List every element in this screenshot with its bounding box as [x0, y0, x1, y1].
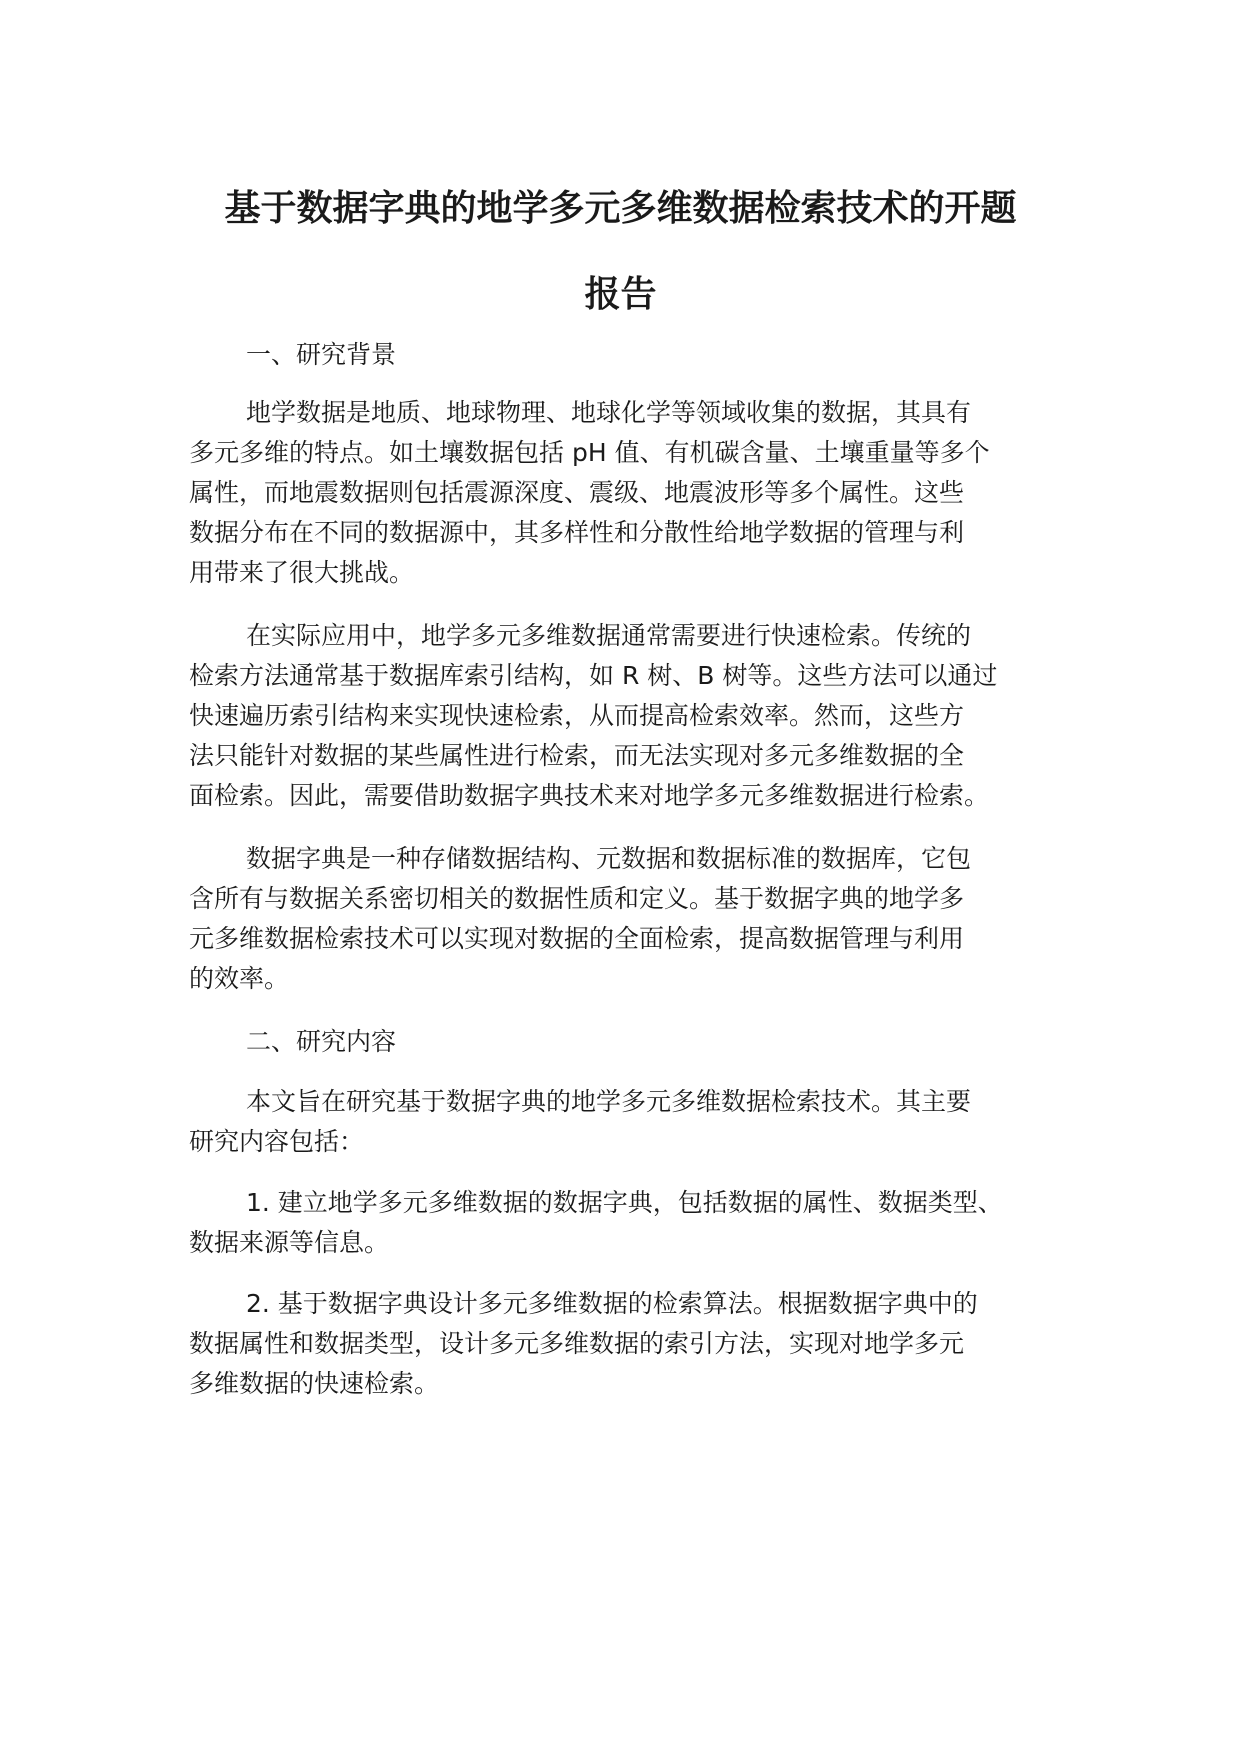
paragraph-line: 的效率。 [189, 964, 290, 993]
paragraph-line: 用带来了很大挑战。 [189, 558, 415, 587]
document-title-line-1: 基于数据字典的地学多元多维数据检索技术的开题 [224, 188, 1017, 229]
paragraph-line: 快速遍历索引结构来实现快速检索，从而提高检索效率。然而，这些方 [189, 701, 965, 730]
list-item-line: 1. 建立地学多元多维数据的数据字典，包括数据的属性、数据类型、 [246, 1188, 1003, 1217]
section-heading-content: 二、研究内容 [246, 1027, 397, 1056]
list-item-line: 2. 基于数据字典设计多元多维数据的检索算法。根据数据字典中的 [246, 1289, 978, 1318]
paragraph-line: 数据字典是一种存储数据结构、元数据和数据标准的数据库，它包 [246, 844, 972, 873]
paragraph-line: 检索方法通常基于数据库索引结构，如 R 树、B 树等。这些方法可以通过 [189, 661, 998, 690]
paragraph-line: 面检索。因此，需要借助数据字典技术来对地学多元多维数据进行检索。 [189, 781, 990, 810]
paragraph-line: 元多维数据检索技术可以实现对数据的全面检索，提高数据管理与利用 [189, 924, 965, 953]
paragraph-line: 地学数据是地质、地球物理、地球化学等领域收集的数据，其具有 [246, 398, 972, 427]
paragraph-line: 数据分布在不同的数据源中，其多样性和分散性给地学数据的管理与利 [189, 518, 965, 547]
paragraph-line: 多元多维的特点。如土壤数据包括 pH 值、有机碳含量、土壤重量等多个 [189, 438, 990, 467]
paragraph-line: 法只能针对数据的某些属性进行检索，而无法实现对多元多维数据的全 [189, 741, 965, 770]
paragraph-line: 在实际应用中，地学多元多维数据通常需要进行快速检索。传统的 [246, 621, 972, 650]
paragraph-line: 研究内容包括： [189, 1127, 365, 1156]
list-item-line: 数据来源等信息。 [189, 1228, 390, 1257]
section-heading-background: 一、研究背景 [246, 340, 397, 369]
list-item-line: 数据属性和数据类型，设计多元多维数据的索引方法，实现对地学多元 [189, 1329, 965, 1358]
paragraph-line: 本文旨在研究基于数据字典的地学多元多维数据检索技术。其主要 [246, 1087, 972, 1116]
document-title-line-2: 报告 [584, 274, 657, 315]
paragraph-line: 属性，而地震数据则包括震源深度、震级、地震波形等多个属性。这些 [189, 478, 965, 507]
paragraph-line: 含所有与数据关系密切相关的数据性质和定义。基于数据字典的地学多 [189, 884, 965, 913]
list-item-line: 多维数据的快速检索。 [189, 1369, 440, 1398]
